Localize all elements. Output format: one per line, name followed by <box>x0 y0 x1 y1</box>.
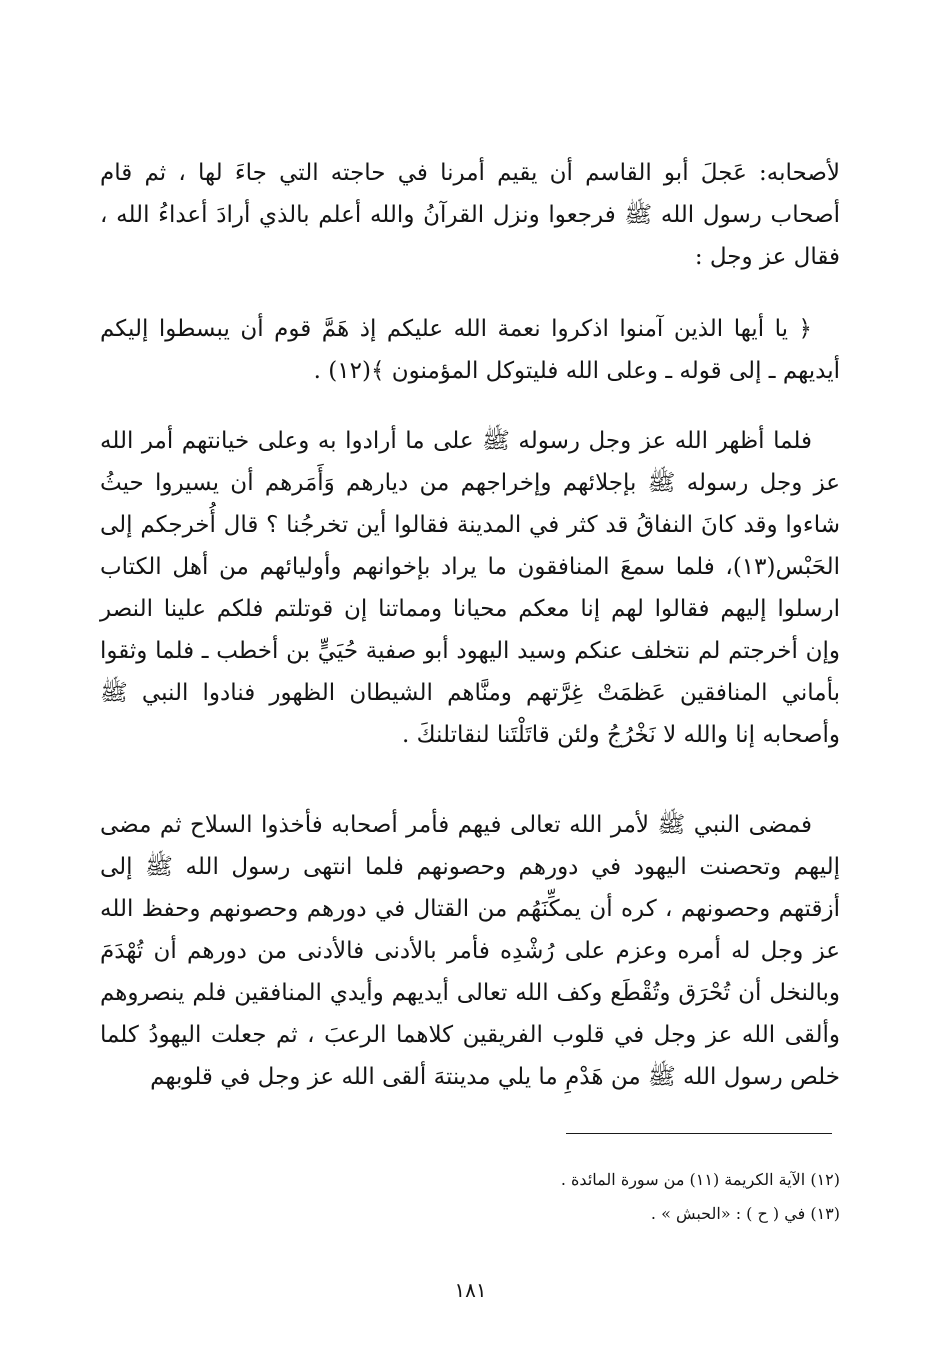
paragraph-text: فلما أظهر الله عز وجل رسوله ﷺ على ما أرادوا به وعلى خيانتهم أمر الله عز وجل رسوله ﷺ بإجلائهم وإخراجهم من ديارهم وَأَمَرهم أن يسيروا حيثُ شاءوا وقد كانَ النفاقُ قد كثر في المدينة فقالوا أين تخرجُنا ؟ قال أُخرجكم إلى الحَبْس(١٣)، فلما سمعَ المنافقون ما يراد بإخوانهم وأوليائهم من أهل الكتاب ارسلوا إليهم فقالوا لهم إنا معكم محيانا ومماتنا إن قوتلتم فلكم علينا النصر وإن أخرجتم لم نتخلف عنكم وسيد اليهود أبو صفية حُيَيٍّ بن أخطب ـ فلما وثقوا بأماني المنافقين عَظمَتْ غِرَّتهم ومنَّاهم الشيطان الظهور فنادوا النبي ﷺ وأصحابه إنا والله لا نَخْرُجُ ولئن قاتَلْتَنا لنقاتلنكَ . <box>100 428 840 748</box>
footnote-12: (١٢) الآية الكريمة (١١) من سورة المائدة . <box>560 1170 840 1189</box>
paragraph-text: لأصحابه: عَجلَ أبو القاسم أن يقيم أمرنا في حاجته التي جاءَ لها ، ثم قام أصحاب رسول الله ﷺ فرجعوا ونزل القرآنُ والله أعلم بالذي أرادَ أعداءُ الله ، فقال عز وجل : <box>100 160 840 270</box>
quran-verse-paragraph <box>100 308 840 392</box>
body-paragraph-3 <box>100 420 840 756</box>
footnote-separator <box>566 1133 832 1134</box>
body-paragraph-4 <box>100 804 840 1098</box>
paragraph-text: فمضى النبي ﷺ لأمر الله تعالى فيهم فأمر أصحابه فأخذوا السلاح ثم مضى إليهم وتحصنت اليهود في دورهم وحصونهم فلما انتهى رسول الله ﷺ إلى أزقتهم وحصونهم ، كره أن يمكِّنَهُم من القتال في دورهم وحصونهم وحفظ الله عز وجل له أمره وعزم على رُشْدِه فأمر بالأدنى فالأدنى من دورهم أن تُهْدَمَ وبالنخل أن تُحْرَق وتُقْطَع وكف الله تعالى أيديهم وأيدي المنافقين فلم ينصروهم وألقى الله عز وجل في قلوب الفريقين كلاهما الرعبَ ، ثم جعلت اليهودُ كلما خلص رسول الله ﷺ من هَدْمِ ما يلي مدينتهَ ألقى الله عز وجل في قلوبهم <box>100 812 840 1090</box>
footnote-13: (١٣) في ( ح ) : «الحبش » . <box>650 1204 840 1223</box>
page-number: ١٨١ <box>454 1278 487 1302</box>
body-paragraph-1 <box>100 152 840 278</box>
paragraph-text: ﴿ يا أيها الذين آمنوا اذكروا نعمة الله عليكم إذ هَمَّ قوم أن يبسطوا إليكم أيديهم ـ إلى قوله ـ وعلى الله فليتوكل المؤمنون ﴾(١٢) . <box>100 316 840 384</box>
footnotes <box>440 1163 840 1231</box>
